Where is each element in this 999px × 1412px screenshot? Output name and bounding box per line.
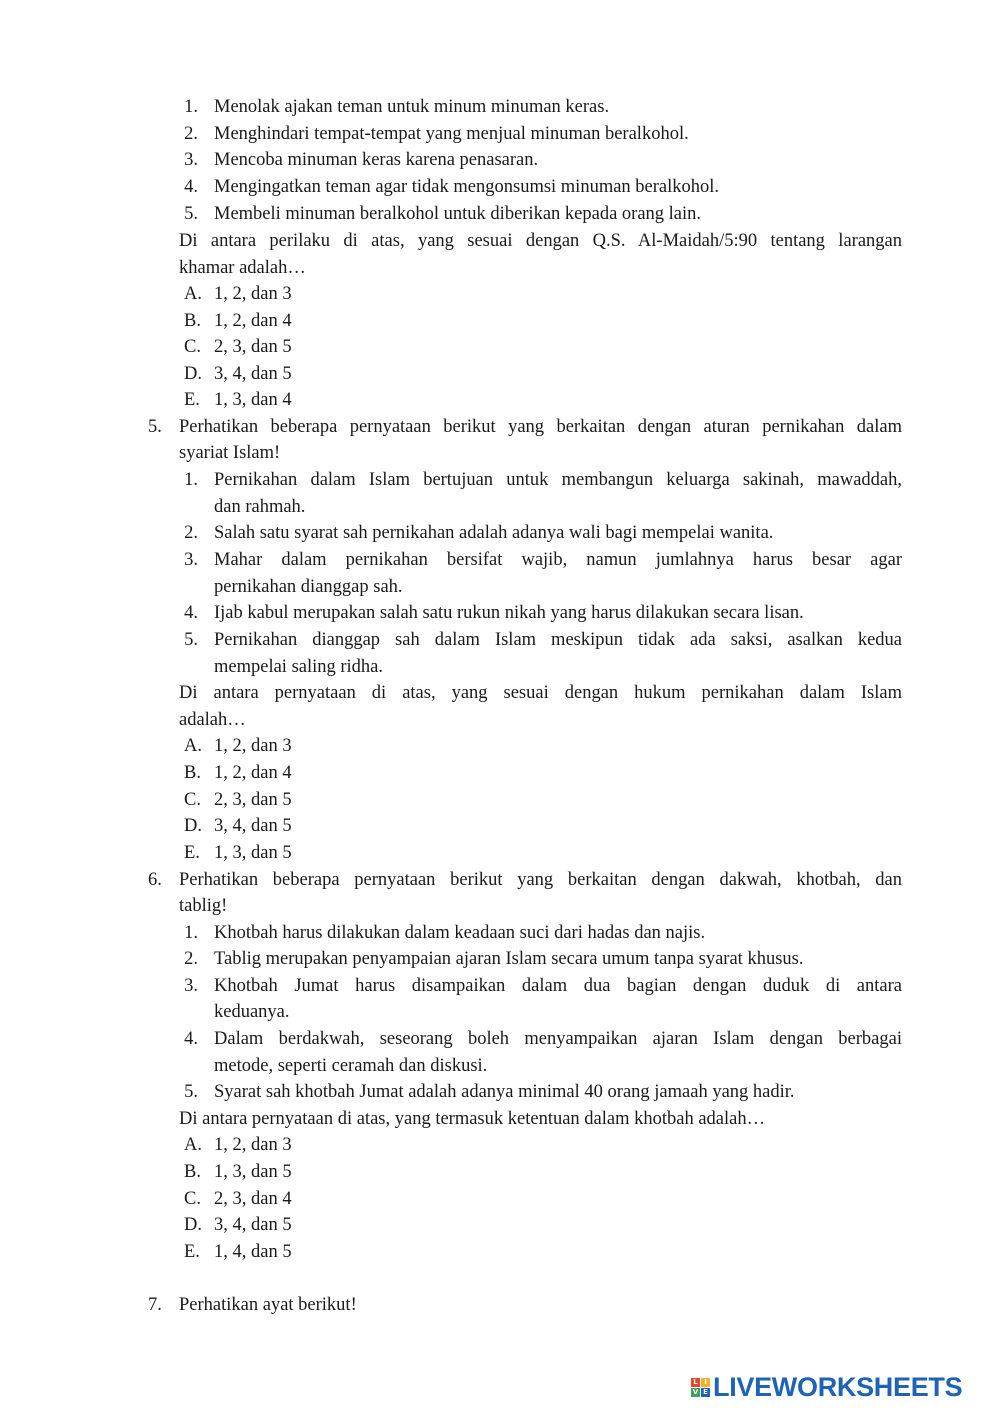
item-text: Mahar dalam pernikahan bersifat wajib, namun jumlahnya harus besar agar [214,550,902,570]
item-number: 2. [184,523,198,543]
liveworksheets-logo [691,1372,962,1402]
option-text: 1, 4, dan 5 [214,1242,292,1262]
item-text-cont: mempelai saling ridha. [214,657,384,677]
q6-intro-cont: tablig! [179,896,228,916]
option-key: C. [184,1189,201,1209]
q6-number: 6. [148,870,162,890]
q5-question-cont: adalah… [179,710,246,730]
item-text: Pernikahan dalam Islam bertujuan untuk membangun keluarga sakinah, mawaddah, [214,470,902,490]
option-key: C. [184,790,201,810]
q4-question-cont: khamar adalah… [179,258,306,278]
item-text-cont: keduanya. [214,1002,290,1022]
option-key: E. [184,390,200,410]
item-number: 5. [184,630,198,650]
q6-intro: Perhatikan beberapa pernyataan berikut yang berkaitan dengan dakwah, khotbah, dan [179,870,902,890]
item-number: 4. [184,603,198,623]
option-key: B. [184,311,201,331]
logo-grid-letter: V [692,1387,699,1396]
option-text: 1, 2, dan 3 [214,736,292,756]
option-key: D. [184,816,202,836]
item-text: Menolak ajakan teman untuk minum minuman keras. [214,97,610,117]
item-text: Pernikahan dianggap sah dalam Islam meskipun tidak ada saksi, asalkan kedua [214,630,902,650]
item-number: 1. [184,470,198,490]
logo-grid-letter: I [701,1378,710,1387]
option-text: 1, 3, dan 5 [214,843,292,863]
option-text: 1, 2, dan 3 [214,1135,292,1155]
item-text-cont: dan rahmah. [214,497,306,517]
logo-text: LIVEWORKSHEETS [713,1371,963,1402]
option-text: 3, 4, dan 5 [214,364,292,384]
option-key: A. [184,284,202,304]
option-text: 1, 3, dan 5 [214,1162,292,1182]
item-number: 2. [184,949,198,969]
logo-grid-letter: L [691,1378,700,1387]
item-text: Menghindari tempat-tempat yang menjual minuman beralkohol. [214,124,689,144]
q4-question: Di antara perilaku di atas, yang sesuai dengan Q.S. Al-Maidah/5:90 tentang larangan [179,231,902,251]
option-text: 1, 2, dan 4 [214,763,292,783]
option-key: D. [184,364,202,384]
item-text-cont: pernikahan dianggap sah. [214,577,403,597]
item-text-cont: metode, seperti ceramah dan diskusi. [214,1056,488,1076]
item-number: 1. [184,923,198,943]
q6-question: Di antara pernyataan di atas, yang termasuk ketentuan dalam khotbah adalah… [179,1109,766,1129]
item-text: Tablig merupakan penyampaian ajaran Islam secara umum tanpa syarat khusus. [214,949,804,969]
item-text: Salah satu syarat sah pernikahan adalah adanya wali bagi mempelai wanita. [214,523,774,543]
option-key: E. [184,843,200,863]
item-text: Mencoba minuman keras karena penasaran. [214,150,539,170]
option-key: A. [184,736,202,756]
item-number: 5. [184,204,198,224]
item-number: 2. [184,124,198,144]
option-text: 1, 2, dan 4 [214,311,292,331]
logo-grid-letter: E [701,1388,710,1397]
item-text: Khotbah harus dilakukan dalam keadaan suci dari hadas dan najis. [214,923,706,943]
option-key: A. [184,1135,202,1155]
item-text: Syarat sah khotbah Jumat adalah adanya minimal 40 orang jamaah yang hadir. [214,1082,795,1102]
item-text: Ijab kabul merupakan salah satu rukun nikah yang harus dilakukan secara lisan. [214,603,804,623]
item-text: Mengingatkan teman agar tidak mengonsumsi minuman beralkohol. [214,177,720,197]
option-text: 2, 3, dan 4 [214,1189,292,1209]
item-number: 4. [184,1029,198,1049]
item-number: 5. [184,1082,198,1102]
option-key: C. [184,337,201,357]
option-text: 1, 2, dan 3 [214,284,292,304]
item-number: 4. [184,177,198,197]
option-key: B. [184,763,201,783]
item-text: Membeli minuman beralkohol untuk diberikan kepada orang lain. [214,204,702,224]
q7-number: 7. [148,1295,162,1315]
q5-question: Di antara pernyataan di atas, yang sesuai dengan hukum pernikahan dalam Islam [179,683,902,703]
option-key: D. [184,1215,202,1235]
q5-number: 5. [148,417,162,437]
logo-grid-icon [691,1378,710,1397]
item-text: Khotbah Jumat harus disampaikan dalam dua bagian dengan duduk di antara [214,976,902,996]
q5-intro-cont: syariat Islam! [179,443,281,463]
option-key: E. [184,1242,200,1262]
option-text: 3, 4, dan 5 [214,816,292,836]
option-text: 2, 3, dan 5 [214,337,292,357]
item-number: 3. [184,150,198,170]
q7-text: Perhatikan ayat berikut! [179,1295,357,1315]
option-text: 2, 3, dan 5 [214,790,292,810]
option-text: 3, 4, dan 5 [214,1215,292,1235]
option-text: 1, 3, dan 4 [214,390,292,410]
q5-intro: Perhatikan beberapa pernyataan berikut yang berkaitan dengan aturan pernikahan dalam [179,417,902,437]
item-number: 3. [184,976,198,996]
item-number: 1. [184,97,198,117]
item-text: Dalam berdakwah, seseorang boleh menyampaikan ajaran Islam dengan berbagai [214,1029,902,1049]
option-key: B. [184,1162,201,1182]
item-number: 3. [184,550,198,570]
